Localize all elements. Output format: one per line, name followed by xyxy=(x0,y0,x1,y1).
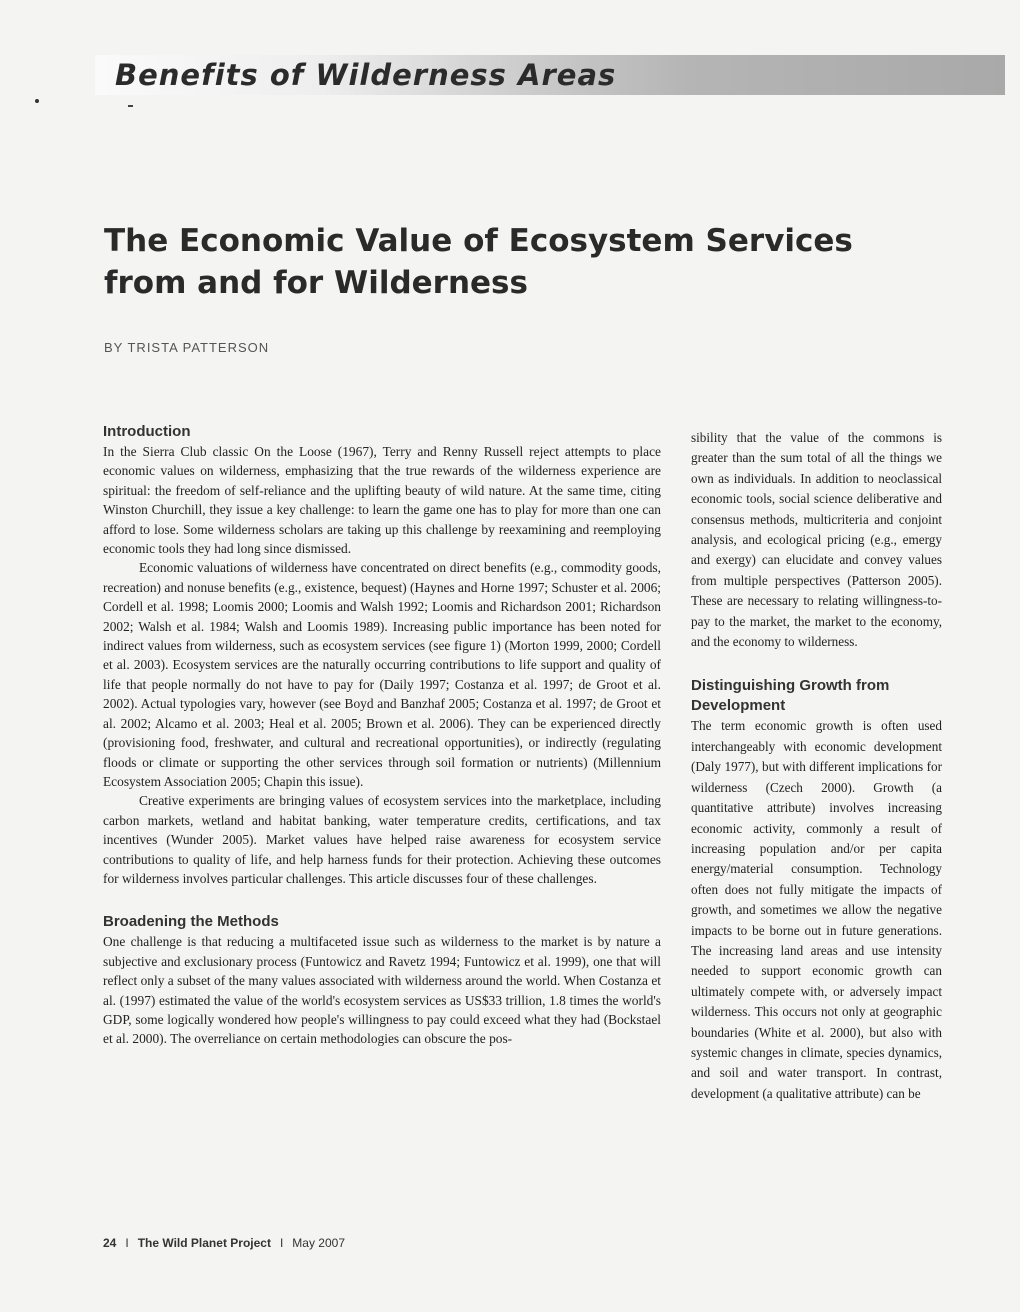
section-banner-title: Benefits of Wilderness Areas xyxy=(115,58,617,92)
right-column xyxy=(691,428,942,1104)
distinguishing-heading-line-1: Distinguishing Growth from xyxy=(691,677,890,695)
page-footer xyxy=(103,1236,345,1250)
page-number: 24 xyxy=(103,1236,117,1250)
article-title-line-2: from and for Wilderness xyxy=(104,265,528,301)
distinguishing-heading xyxy=(691,676,942,716)
left-column xyxy=(103,422,661,1049)
footer-separator-1: I xyxy=(125,1236,129,1250)
broadening-paragraph-1: One challenge is that reducing a multifaceted issue such as wilderness to the market is by nature a subjective and exclusionary process (Funtowicz and Ravetz 1994; Funtowicz et al. 1999), one that will reflect only a subset of the many values associated with wilderness around the world. When Costanza et al. (1997) estimated the value of the world's ecosystem services as US$33 trillion, 1.8 times the world's GDP, some logically wondered how people's willingness to pay could exceed what they had (Bockstael et al. 2000). The overreliance on certain methodologies can obscure the pos- xyxy=(103,934,661,1047)
byline: BY TRISTA PATTERSON xyxy=(104,340,270,355)
article-title xyxy=(104,220,984,304)
publication-date: May 2007 xyxy=(292,1236,345,1250)
broadening-heading: Broadening the Methods xyxy=(103,913,279,931)
introduction-paragraph-3: Creative experiments are bringing values of ecosystem services into the marketplace, including carbon markets, wetland and habitat banking, water temperature credits, certifications, and tax incentives (Wunder 2005). Market values have helped raise awareness for ecosystem service contributions to quality of life, and help harness funds for their protection. Achieving these outcomes for wilderness involves particular challenges. This article discusses four of these challenges. xyxy=(103,793,661,886)
footer-separator-2: I xyxy=(279,1236,284,1250)
publication-name: The Wild Planet Project xyxy=(137,1236,271,1250)
scan-mark-dot xyxy=(35,99,39,103)
introduction-paragraph-1: In the Sierra Club classic On the Loose (1967), Terry and Renny Russell reject attempts to place economic values on wilderness, emphasizing that the true rewards of the wilderness experience are spiritual: the freedom of self-reliance and the uplifting beauty of wild nature. At the same time, citing Winston Churchill, they issue a key challenge: to learn the game one has to play for more than one can afford to lose. Some wilderness scholars are taking up this challenge by reexamining and reemploying economic tools they had long since dismissed. xyxy=(103,444,661,557)
article-title-line-1: The Economic Value of Ecosystem Services xyxy=(104,223,853,259)
distinguishing-heading-line-2: Development xyxy=(691,697,786,715)
introduction-heading: Introduction xyxy=(103,423,191,440)
right-paragraph-1: sibility that the value of the commons is greater than the sum total of all the things we own as individuals. In addition to neoclassical economic tools, social science deliberative and consensus methods, multicriteria and conjoint analysis, and ecological pricing (e.g., emergy and exergy) can elucidate and convey values from multiple perspectives (Patterson 2005). These are necessary to relating willingness-to-pay to the market, the market to the economy, and the economy to wilderness. xyxy=(691,430,942,650)
section-banner xyxy=(95,55,1005,95)
right-paragraph-2: The term economic growth is often used interchangeably with economic development (Daly 1977), but with different implications for wilderness (Czech 2000). Growth (a quantitative attribute) involves increasing economic activity, commonly a result of increasing population and/or per capita energy/material consumption. Technology often does not fully mitigate the impacts of growth, and sometimes we allow the negative impacts to be borne out in future generations. The increasing land areas and use intensity needed to support economic growth can ultimately compete with, or adversely impact wilderness. This occurs not only at geographic boundaries (White et al. 2000), but also with systemic changes in climate, species dynamics, and soil and water transport. In contrast, development (a qualitative attribute) can be xyxy=(691,718,942,1101)
introduction-paragraph-2: Economic valuations of wilderness have concentrated on direct benefits (e.g., commodity goods, recreation) and nonuse benefits (e.g., existence, bequest) (Haynes and Horne 1997; Schuster et al. 2006; Cordell et al. 1998; Loomis 2000; Loomis and Walsh 1992; Loomis and Richardson 2001; Richardson 2002; Walsh et al. 1984; Walsh and Loomis 1989). Increasing public importance has been noted for indirect values from wilderness, such as ecosystem services (see figure 1) (Morton 1999, 2000; Cordell et al. 2003). Ecosystem services are the naturally occurring contributions to life support and quality of life that people normally do not have to pay for (Daily 1997; Costanza et al. 1997; de Groot et al. 2002). Actual typologies vary, however (see Boyd and Banzhaf 2005; Costanza et al. 1997; de Groot et al. 2002; Alcamo et al. 2003; Heal et al. 2005; Brown et al. 2006). They can be experienced directly (provisioning food, freshwater, and cultural and recreational opportunities), or indirectly (regulating floods or climate or supporting the other services through soil formation or nutrients) (Millennium Ecosystem Association 2005; Chapin this issue). xyxy=(103,560,661,789)
scan-mark-dash xyxy=(128,105,133,107)
